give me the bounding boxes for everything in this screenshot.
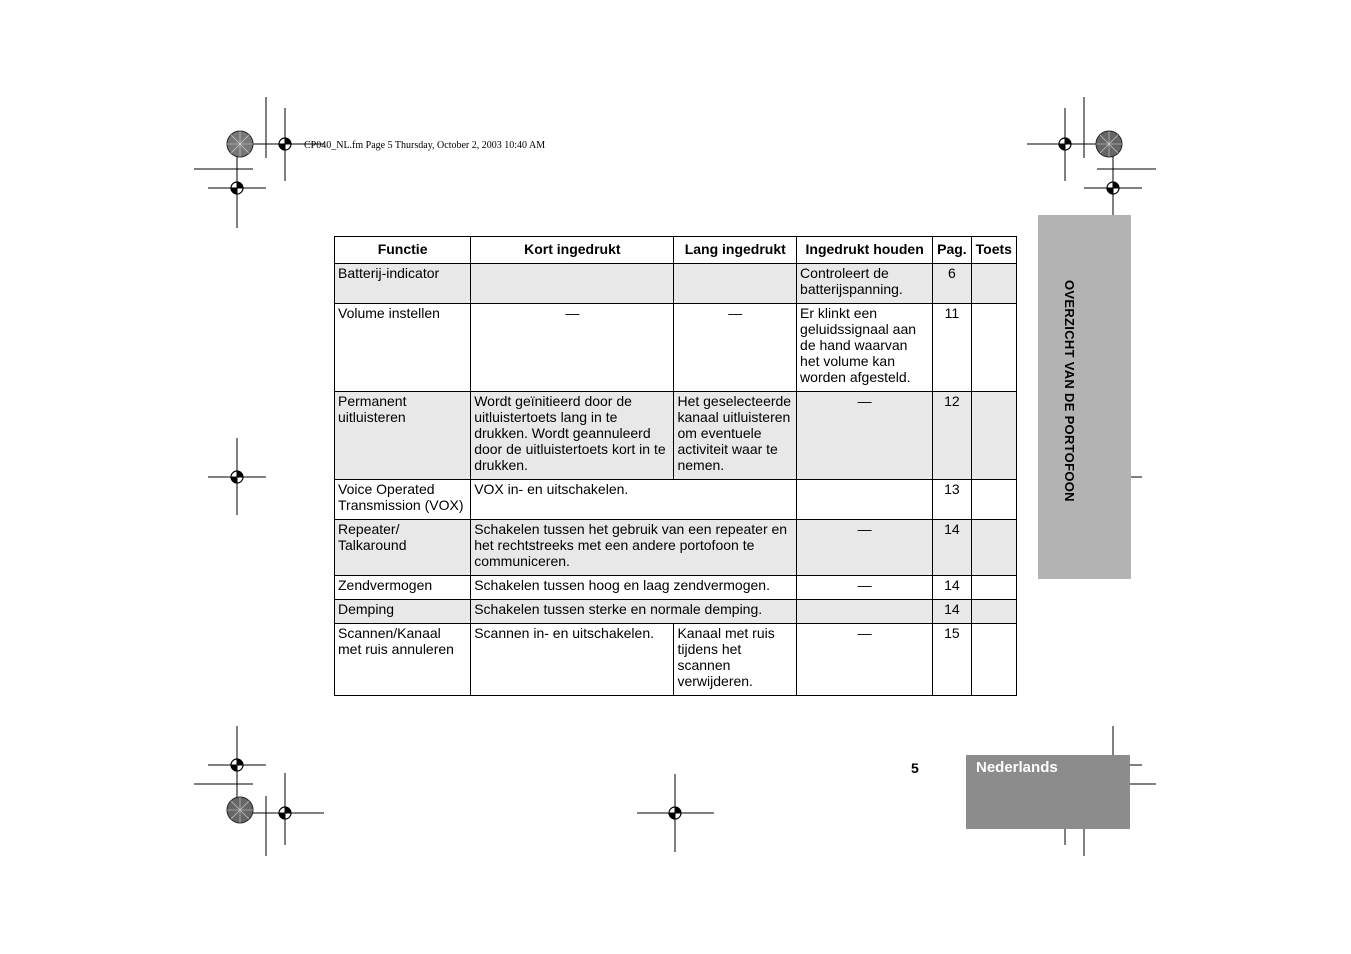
cell-toets: [971, 264, 1016, 304]
header-houden: Ingedrukt houden: [797, 237, 933, 264]
table-row: [335, 624, 1017, 696]
cell-functie: Zendvermogen: [335, 576, 471, 600]
cell-kort: Wordt geïnitieerd door de uitluistertoets lang in te drukken. Wordt geannuleerd door de uitluistertoets kort in te drukken.: [471, 392, 674, 480]
language-label: Nederlands: [976, 759, 1058, 776]
cell-pag: 14: [933, 600, 971, 624]
cell-toets: [971, 576, 1016, 600]
cell-houden: [797, 600, 933, 624]
cell-houden: —: [797, 624, 933, 696]
cell-functie: Volume instellen: [335, 304, 471, 392]
cell-toets: [971, 624, 1016, 696]
page-number: 5: [911, 760, 919, 776]
cell-toets: [971, 480, 1016, 520]
side-section-tab: [1038, 215, 1131, 579]
cell-houden: Er klinkt een geluidssignaal aan de hand waarvan het volume kan worden afgesteld.: [797, 304, 933, 392]
function-overview-table: [334, 236, 1017, 696]
cell-houden: —: [797, 576, 933, 600]
cell-pag: 15: [933, 624, 971, 696]
cell-lang: Kanaal met ruis tijdens het scannen verwijderen.: [674, 624, 797, 696]
cell-toets: [971, 600, 1016, 624]
cell-kort-lang: Schakelen tussen het gebruik van een repeater en het rechtstreeks met een andere portofoon te communiceren.: [471, 520, 797, 576]
cell-functie: Scannen/Kanaal met ruis annuleren: [335, 624, 471, 696]
cell-functie: Repeater/ Talkaround: [335, 520, 471, 576]
cell-houden: —: [797, 520, 933, 576]
header-toets: Toets: [971, 237, 1016, 264]
cell-toets: [971, 304, 1016, 392]
cell-functie: Demping: [335, 600, 471, 624]
cell-houden: Controleert de batterijspanning.: [797, 264, 933, 304]
table-row: [335, 520, 1017, 576]
table-row: [335, 576, 1017, 600]
cell-kort-lang: Schakelen tussen hoog en laag zendvermogen.: [471, 576, 797, 600]
table-row: [335, 392, 1017, 480]
cell-toets: [971, 392, 1016, 480]
header-functie: Functie: [335, 237, 471, 264]
cell-kort: —: [471, 304, 674, 392]
side-section-label: OVERZICHT VAN DE PORTOFOON: [1062, 280, 1077, 502]
cell-kort: [471, 264, 674, 304]
table-header-row: [335, 237, 1017, 264]
file-info-header: CP040_NL.fm Page 5 Thursday, October 2, 2003 10:40 AM: [304, 140, 546, 151]
cell-kort-lang: VOX in- en uitschakelen.: [471, 480, 797, 520]
table-row: [335, 600, 1017, 624]
cell-lang: —: [674, 304, 797, 392]
header-pag: Pag.: [933, 237, 971, 264]
cell-functie: Permanent uitluisteren: [335, 392, 471, 480]
cell-pag: 11: [933, 304, 971, 392]
cell-functie: Voice Operated Transmission (VOX): [335, 480, 471, 520]
cell-pag: 13: [933, 480, 971, 520]
table-row: [335, 480, 1017, 520]
cell-kort: Scannen in- en uitschakelen.: [471, 624, 674, 696]
cell-toets: [971, 520, 1016, 576]
header-kort: Kort ingedrukt: [471, 237, 674, 264]
cell-lang: [674, 264, 797, 304]
cell-functie: Batterij-indicator: [335, 264, 471, 304]
cell-pag: 12: [933, 392, 971, 480]
cell-houden: —: [797, 392, 933, 480]
table-row: [335, 264, 1017, 304]
cell-pag: 14: [933, 520, 971, 576]
cell-pag: 6: [933, 264, 971, 304]
table-row: [335, 304, 1017, 392]
cell-lang: Het geselecteerde kanaal uitluisteren om eventuele activiteit waar te nemen.: [674, 392, 797, 480]
cell-pag: 14: [933, 576, 971, 600]
cell-houden: [797, 480, 933, 520]
header-lang: Lang ingedrukt: [674, 237, 797, 264]
cell-kort-lang: Schakelen tussen sterke en normale demping.: [471, 600, 797, 624]
